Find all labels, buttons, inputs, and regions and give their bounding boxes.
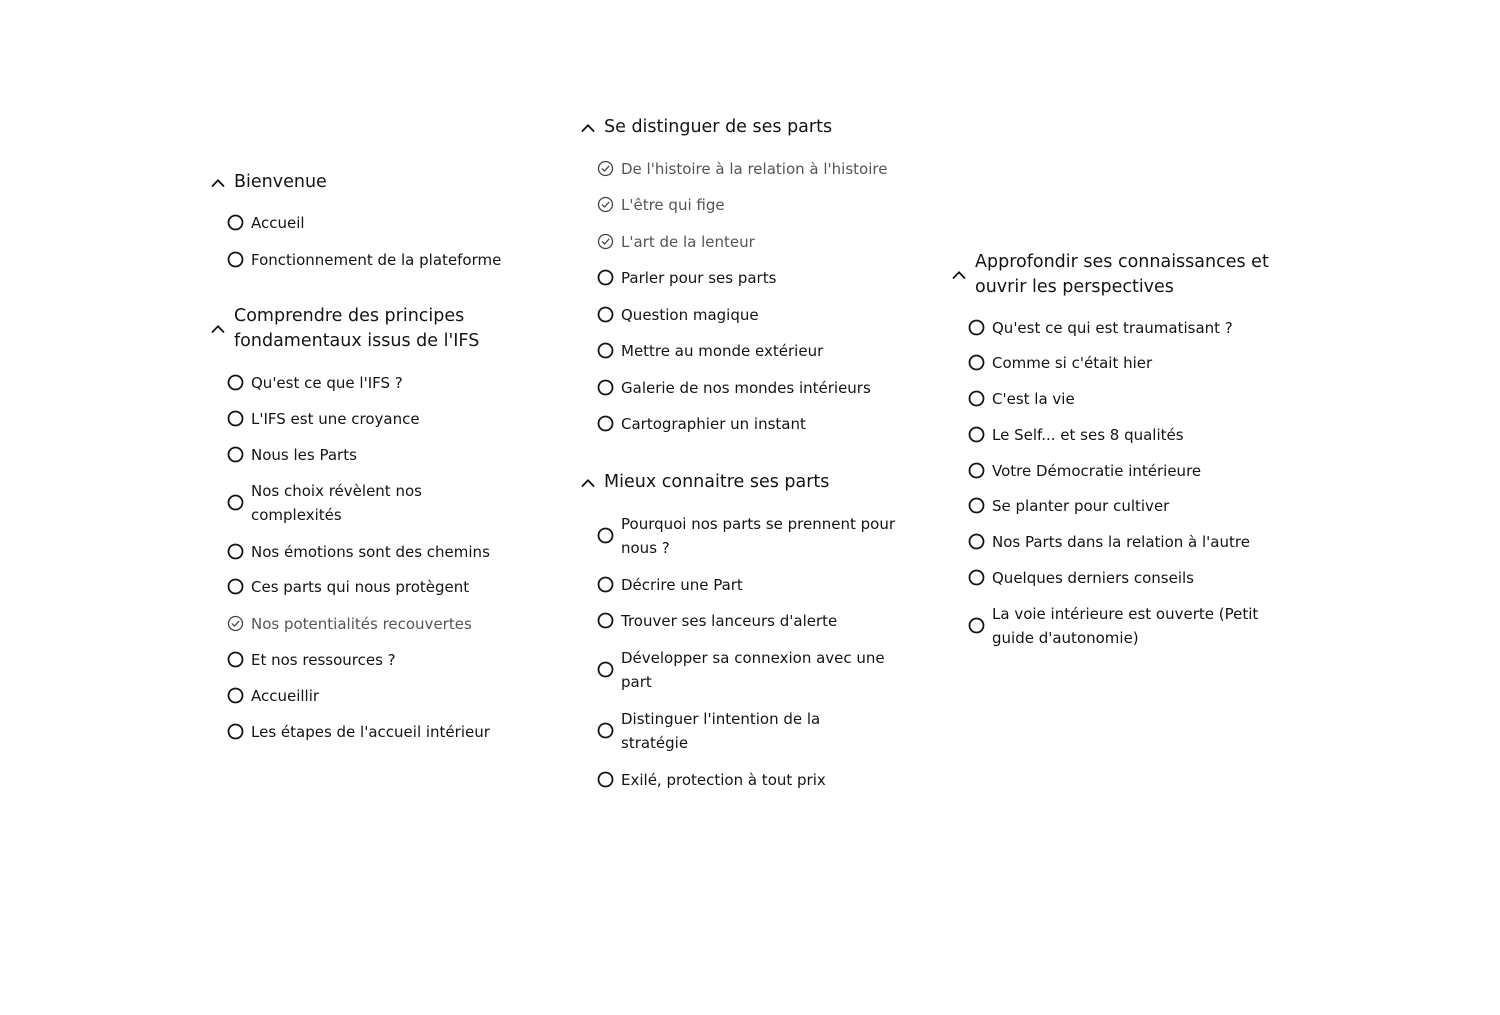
circle-icon (968, 617, 985, 634)
lesson-item[interactable] (597, 609, 917, 633)
section-title: Approfondir ses connaissances et ouvrir les perspectives (975, 252, 1269, 297)
circle-icon (227, 446, 244, 463)
chevron-up-icon (210, 175, 226, 191)
lesson-label: Développer sa connexion avec une part (621, 649, 885, 691)
lesson-item[interactable] (597, 193, 917, 217)
lesson-item[interactable] (597, 512, 917, 560)
lesson-item[interactable] (968, 423, 1288, 447)
circle-icon (227, 687, 244, 704)
lesson-item[interactable] (227, 648, 547, 672)
lesson-item[interactable] (597, 157, 917, 181)
lesson-label: De l'histoire à la relation à l'histoire (621, 160, 888, 178)
lesson-label: Distinguer l'intention de la stratégie (621, 710, 821, 752)
circle-icon (597, 269, 614, 286)
circle-icon (597, 306, 614, 323)
lesson-label: Accueil (251, 214, 305, 232)
section-comprendre (210, 304, 550, 741)
lesson-label: Pourquoi nos parts se prennent pour nous ? (621, 515, 896, 557)
lesson-item[interactable] (968, 566, 1288, 590)
circle-icon (227, 410, 244, 427)
lesson-item[interactable] (968, 602, 1288, 650)
lesson-label: Nos choix révèlent nos complexités (251, 482, 422, 524)
check-circle-icon (597, 160, 614, 177)
lesson-label: Nos Parts dans la relation à l'autre (992, 533, 1250, 551)
lesson-label: La voie intérieure est ouverte (Petit guide d'autonomie) (992, 605, 1259, 647)
circle-icon (968, 569, 985, 586)
lesson-label: Question magique (621, 306, 759, 324)
circle-icon (968, 390, 985, 407)
section-header[interactable] (951, 250, 1291, 300)
lesson-label: Nos émotions sont des chemins (251, 543, 490, 561)
section-title: Bienvenue (234, 172, 327, 192)
circle-icon (968, 497, 985, 514)
section-title: Se distinguer de ses parts (604, 117, 833, 137)
lesson-item[interactable] (968, 530, 1288, 554)
lesson-item[interactable] (227, 575, 547, 599)
circle-icon (968, 462, 985, 479)
circle-icon (597, 527, 614, 544)
circle-icon (597, 771, 614, 788)
section-header[interactable] (580, 470, 920, 495)
circle-icon (227, 723, 244, 740)
lesson-item[interactable] (597, 230, 917, 254)
lesson-item[interactable] (227, 443, 547, 467)
lesson-item[interactable] (597, 646, 917, 694)
section-header[interactable] (210, 304, 550, 354)
lesson-item[interactable] (227, 720, 547, 744)
lesson-label: Ces parts qui nous protègent (251, 578, 470, 596)
lesson-item[interactable] (597, 266, 917, 290)
lesson-item[interactable] (227, 407, 547, 431)
lesson-label: Galerie de nos mondes intérieurs (621, 379, 871, 397)
circle-icon (597, 379, 614, 396)
lesson-item[interactable] (227, 211, 547, 235)
lesson-item[interactable] (227, 371, 547, 395)
circle-icon (227, 214, 244, 231)
circle-icon (968, 533, 985, 550)
check-circle-icon (597, 233, 614, 250)
lesson-item[interactable] (597, 376, 917, 400)
lesson-label: C'est la vie (992, 390, 1075, 408)
section-mieux-connaitre (580, 470, 920, 789)
circle-icon (227, 374, 244, 391)
section-header[interactable] (580, 115, 920, 140)
chevron-up-icon (951, 267, 967, 283)
chevron-up-icon (210, 321, 226, 337)
lesson-label: Et nos ressources ? (251, 651, 396, 669)
circle-icon (968, 354, 985, 371)
lesson-item[interactable] (597, 339, 917, 363)
chevron-up-icon (580, 475, 596, 491)
circle-icon (597, 342, 614, 359)
lesson-label: Nos potentialités recouvertes (251, 615, 472, 633)
circle-icon (597, 415, 614, 432)
lesson-label: Le Self... et ses 8 qualités (992, 426, 1184, 444)
circle-icon (597, 576, 614, 593)
lesson-label: Quelques derniers conseils (992, 569, 1194, 587)
circle-icon (227, 651, 244, 668)
lesson-label: Comme si c'était hier (992, 354, 1153, 372)
lesson-item[interactable] (968, 387, 1288, 411)
lesson-label: Les étapes de l'accueil intérieur (251, 723, 490, 741)
lesson-label: Se planter pour cultiver (992, 497, 1170, 515)
lesson-label: Décrire une Part (621, 576, 743, 594)
circle-icon (597, 661, 614, 678)
section-se-distinguer (580, 115, 920, 433)
section-bienvenue (210, 170, 550, 269)
lesson-label: Accueillir (251, 687, 320, 705)
lesson-label: L'IFS est une croyance (251, 410, 420, 428)
lesson-item[interactable] (597, 707, 917, 755)
lesson-label: Fonctionnement de la plateforme (251, 251, 502, 269)
circle-icon (227, 543, 244, 560)
lesson-item[interactable] (227, 248, 547, 272)
section-title: Mieux connaitre ses parts (604, 472, 830, 492)
lesson-label: Cartographier un instant (621, 415, 806, 433)
section-title: Comprendre des principes fondamentaux issus de l'IFS (234, 306, 480, 351)
lesson-label: Qu'est ce qui est traumatisant ? (992, 319, 1233, 337)
lesson-item[interactable] (227, 684, 547, 708)
lesson-item[interactable] (968, 494, 1288, 518)
lesson-label: L'art de la lenteur (621, 233, 755, 251)
lesson-item[interactable] (968, 459, 1288, 483)
lesson-item[interactable] (597, 573, 917, 597)
lesson-item[interactable] (227, 479, 547, 527)
lesson-item[interactable] (968, 351, 1288, 375)
check-circle-icon (597, 196, 614, 213)
circle-icon (227, 251, 244, 268)
lesson-item[interactable] (597, 768, 917, 792)
lesson-item[interactable] (968, 316, 1288, 340)
circle-icon (597, 612, 614, 629)
lesson-item[interactable] (227, 540, 547, 564)
check-circle-icon (227, 615, 244, 632)
lesson-label: Mettre au monde extérieur (621, 342, 824, 360)
circle-icon (968, 319, 985, 336)
circle-icon (968, 426, 985, 443)
circle-icon (227, 578, 244, 595)
lesson-item[interactable] (597, 303, 917, 327)
lesson-label: Exilé, protection à tout prix (621, 771, 826, 789)
chevron-up-icon (580, 120, 596, 136)
lesson-item[interactable] (597, 412, 917, 436)
lesson-label: Trouver ses lanceurs d'alerte (621, 612, 838, 630)
lesson-item[interactable] (227, 612, 547, 636)
lesson-label: Nous les Parts (251, 446, 357, 464)
section-header[interactable] (210, 170, 550, 195)
lesson-label: Qu'est ce que l'IFS ? (251, 374, 403, 392)
circle-icon (227, 494, 244, 511)
lesson-label: L'être qui fige (621, 196, 725, 214)
circle-icon (597, 722, 614, 739)
section-approfondir (951, 250, 1291, 647)
lesson-label: Parler pour ses parts (621, 269, 777, 287)
lesson-label: Votre Démocratie intérieure (992, 462, 1202, 480)
